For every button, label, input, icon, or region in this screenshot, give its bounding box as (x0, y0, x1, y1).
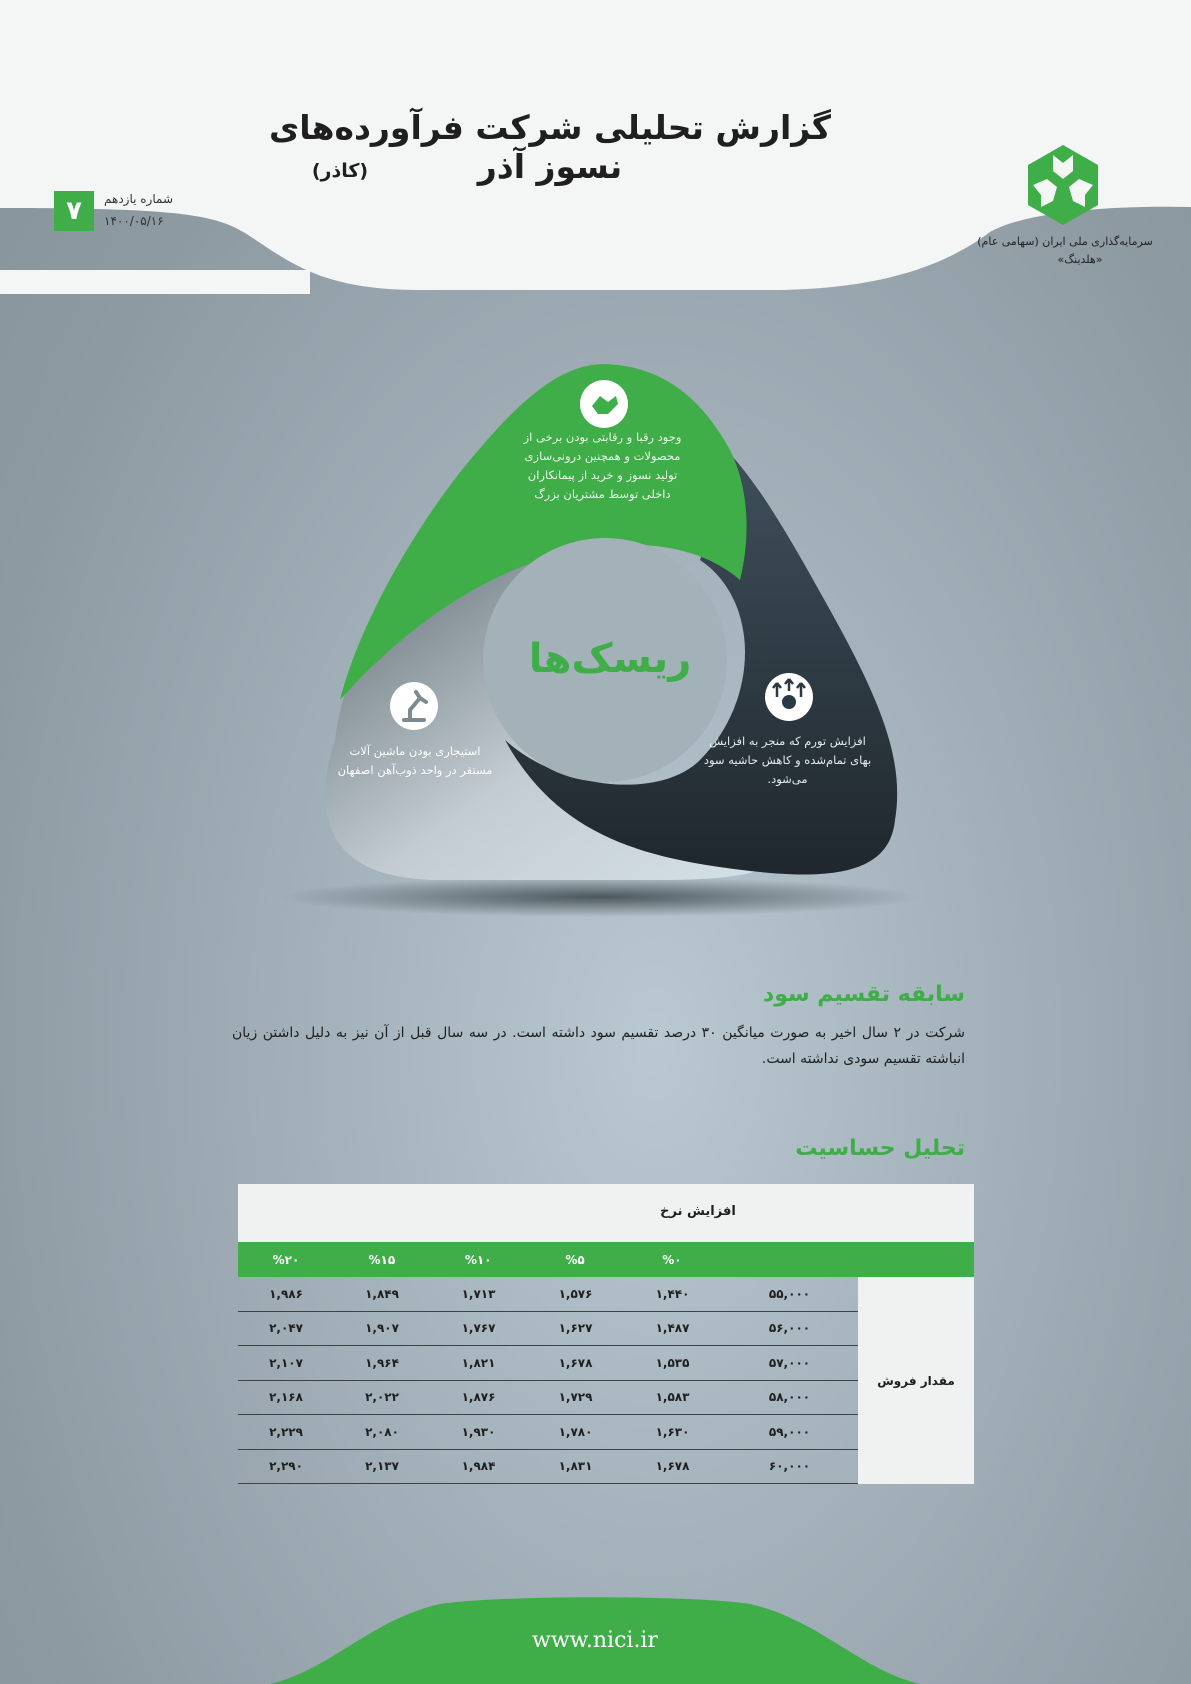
column-header: %۱۵ (368, 1252, 396, 1267)
sensitivity-heading: تحلیل حساسیت (795, 1136, 965, 1161)
table-cell: ۱,۷۲۹ (558, 1390, 593, 1405)
table-cell: ۱,۴۴۰ (655, 1286, 690, 1301)
org-name: سرمایه‌گذاری ملی ایران (سهامی عام) (977, 235, 1153, 248)
table-cell: ۱,۹۰۷ (365, 1321, 399, 1336)
table-row (238, 1450, 858, 1485)
table-cell: ۶۰,۰۰۰ (768, 1459, 811, 1474)
dividend-paragraph: شرکت در ۲ سال اخیر به صورت میانگین ۳۰ درصد تقسیم سود داشته است. در سه سال قبل از آن نیز به دلیل داشتن زیان انباشته تقسیم سودی نداشته است. (232, 1025, 965, 1067)
robot-arm-icon (390, 682, 438, 730)
org-subtitle: «هلدینگ» (1057, 253, 1103, 266)
column-header: %۱۰ (464, 1252, 492, 1267)
table-cell: ۱,۶۷۸ (655, 1459, 690, 1474)
table-cell: ۱,۵۸۳ (655, 1390, 690, 1405)
table-cell: ۱,۹۸۴ (461, 1459, 496, 1474)
table-cell: ۱,۶۳۰ (655, 1424, 690, 1439)
report-subtitle: (کاذر) (311, 160, 369, 182)
table-cell: ۱,۴۸۷ (655, 1321, 690, 1336)
table-cell: ۵۷,۰۰۰ (768, 1355, 811, 1370)
table-cell: ۱,۶۲۷ (558, 1321, 593, 1336)
table-column-headers (238, 1242, 974, 1277)
table-cell: ۲,۲۲۹ (269, 1424, 303, 1439)
issue-date: ۱۴۰۰/۰۵/۱۶ (104, 214, 164, 228)
sales-volume-row-header: مقدار فروش (858, 1277, 974, 1484)
table-cell: ۱,۹۳۰ (461, 1424, 496, 1439)
table-row (238, 1277, 858, 1312)
table-row (238, 1415, 858, 1450)
table-cell: ۱,۵۳۵ (655, 1355, 690, 1370)
table-cell: ۱,۶۷۸ (558, 1355, 593, 1370)
table-cell: ۱,۸۴۹ (365, 1286, 399, 1301)
table-cell: ۱,۸۳۱ (558, 1459, 593, 1474)
table-row (238, 1312, 858, 1347)
table-cell: ۱,۷۸۰ (558, 1424, 593, 1439)
table-cell: ۲,۱۶۸ (269, 1390, 303, 1405)
table-cell: ۱,۷۱۳ (461, 1286, 496, 1301)
table-cell: ۱,۸۷۶ (461, 1390, 496, 1405)
column-header: %۲۰ (272, 1252, 300, 1267)
table-cell: ۲,۰۸۰ (365, 1424, 399, 1439)
table-cell: ۱,۹۸۶ (269, 1286, 303, 1301)
table-cell: ۲,۱۰۷ (269, 1355, 303, 1370)
risk-text-leased-machinery: استیجاری بودن ماشین آلات مستقر در واحد ذوب‌آهن اصفهان (337, 744, 493, 777)
table-row (238, 1381, 858, 1416)
report-title: گزارش تحلیلی شرکت فرآورده‌های نسوز آذر (269, 108, 831, 186)
rate-increase-header: افزایش نرخ (660, 1204, 736, 1219)
risk-text-competition: وجود رقبا و رقابتی بودن برخی از محصولات و همچنین درونی‌سازی تولید نسوز و خرید از پیمانکاران داخلی توسط مشتریان بزرگ (523, 430, 682, 501)
table-cell: ۲,۱۳۷ (365, 1459, 399, 1474)
table-cell: ۱,۸۲۱ (461, 1355, 496, 1370)
column-header-blank (857, 1242, 974, 1277)
table-cell: ۲,۰۲۲ (365, 1390, 399, 1405)
risk-text-inflation: افزایش تورم که منجر به افزایش بهای تمام‌شده و کاهش حاشیه سود می‌شود. (703, 734, 872, 786)
issue-label: شماره یازدهم (104, 192, 173, 206)
table-row (238, 1346, 858, 1381)
table-cell: ۲,۲۹۰ (269, 1459, 303, 1474)
column-header (720, 1242, 857, 1277)
table-cell: ۵۶,۰۰۰ (768, 1321, 811, 1336)
table-body-rows (238, 1277, 858, 1484)
price-increase-icon (765, 673, 813, 721)
table-title-row (238, 1184, 974, 1242)
website-link[interactable]: www.nici.ir (532, 1628, 658, 1653)
sensitivity-table (238, 1184, 974, 1484)
dividend-heading: سابقه تقسیم سود (762, 982, 965, 1007)
table-cell: ۵۸,۰۰۰ (768, 1390, 811, 1405)
handshake-icon (580, 380, 628, 428)
table-cell: ۵۵,۰۰۰ (768, 1286, 811, 1301)
issue-number-badge: ۷ (54, 191, 94, 231)
table-cell: ۵۹,۰۰۰ (768, 1424, 811, 1439)
risks-center-label: ریسک‌ها (528, 636, 692, 682)
table-cell: ۱,۵۷۶ (558, 1286, 593, 1301)
column-header: %۰ (662, 1252, 682, 1267)
table-cell: ۲,۰۴۷ (269, 1321, 303, 1336)
table-cell: ۱,۹۶۴ (365, 1355, 399, 1370)
column-header: %۵ (565, 1252, 585, 1267)
table-cell: ۱,۷۶۷ (461, 1321, 496, 1336)
